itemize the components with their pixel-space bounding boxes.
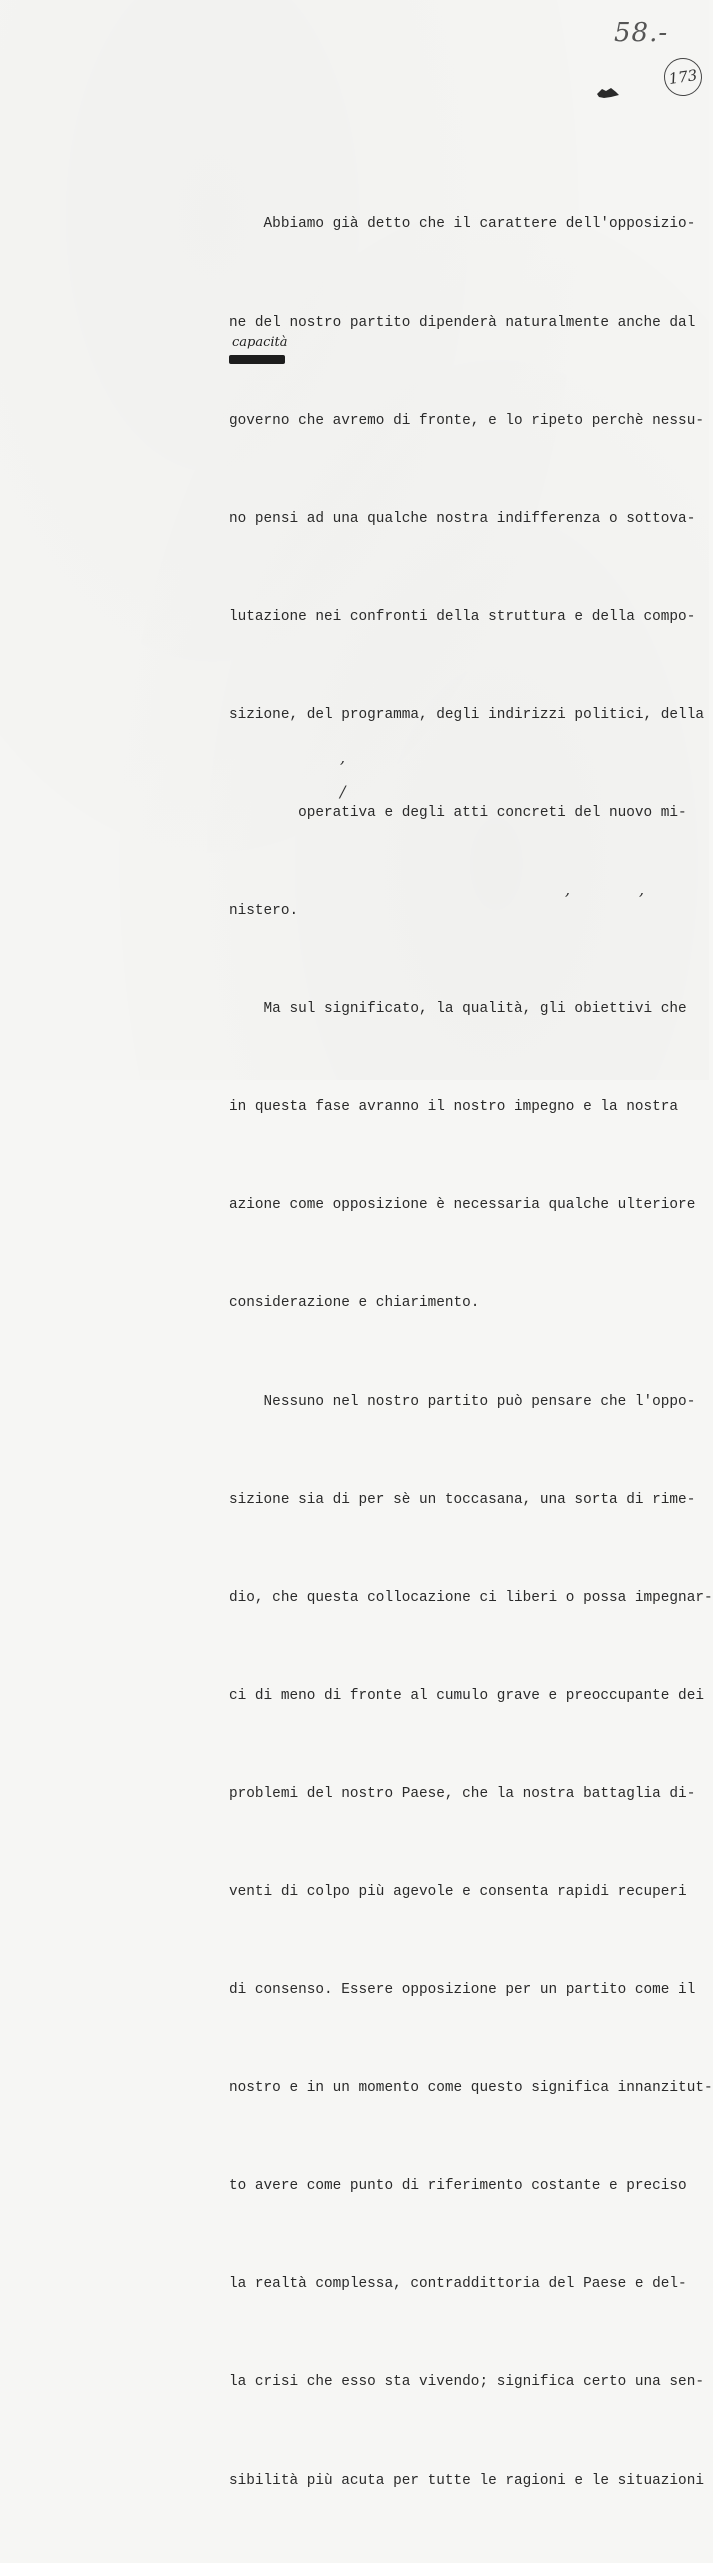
text-line: nistero.: [229, 903, 299, 920]
text-line: ci di meno di fronte al cumulo grave e preoccupante dei: [229, 1687, 704, 1704]
text-line: la crisi che esso sta vivendo; significa certo una sen-: [229, 2374, 704, 2391]
text-line: problemi del nostro Paese, che la nostra battaglia di-: [229, 1785, 696, 1802]
text-line: in questa fase avranno il nostro impegno e la nostra: [229, 1099, 679, 1116]
text-line: Abbiamo già detto che il carattere dell'opposizio-: [229, 216, 696, 233]
text-line: la realtà complessa, contraddittoria del Paese e del-: [229, 2276, 687, 2293]
text-line: azione come opposizione è necessaria qualche ulteriore: [229, 1197, 696, 1214]
text-line: no pensi ad una qualche nostra indifferenza o sottova-: [229, 510, 696, 527]
text-line: dio, che questa collocazione ci liberi o possa impegnar-: [229, 1589, 713, 1606]
handwritten-correction-text: capacità: [232, 335, 288, 350]
text-line: nostro e in un momento come questo significa innanzitut-: [229, 2080, 713, 2097]
strikethrough-mark: [229, 355, 285, 364]
handwritten-comma-mark: /: [340, 782, 346, 801]
text-line: to avere come punto di riferimento costante e preciso: [229, 2178, 687, 2195]
text-line: ne del nostro partito dipenderà naturalmente anche dal: [229, 314, 696, 331]
handwritten-correction: [229, 335, 289, 372]
page-number: 58.-: [614, 18, 669, 48]
text-line: operativa e degli atti concreti del nuovo mi-: [229, 804, 687, 821]
text-line: lutazione nei confronti della struttura e della compo-: [229, 608, 696, 625]
archive-number-stamp: [662, 56, 705, 99]
handwritten-comma-mark: ,: [639, 880, 645, 899]
text-line: sizione, del programma, degli indirizzi politici, della: [229, 706, 704, 723]
text-line: Ma sul significato, la qualità, gli obiettivi che: [229, 1001, 687, 1018]
archive-number-text: 173: [667, 66, 699, 88]
text-line: sizione sia di per sè un toccasana, una sorta di rime-: [229, 1491, 696, 1508]
handwritten-comma-mark: ,: [340, 748, 346, 767]
text-line: Nessuno nel nostro partito può pensare che l'oppo-: [229, 1393, 696, 1410]
typewritten-body: [229, 143, 713, 2563]
text-line: venti di colpo più agevole e consenta rapidi recuperi: [229, 1884, 687, 1900]
text-line: governo che avremo di fronte, e lo ripeto perchè nessu-: [229, 412, 704, 429]
text-line: considerazione e chiarimento.: [229, 1295, 480, 1312]
handwritten-comma-mark: ,: [565, 880, 571, 899]
text-line: di consenso. Essere opposizione per un partito come il: [229, 1982, 696, 1999]
ink-blot-mark: [596, 86, 620, 100]
text-line: sibilità più acuta per tutte le ragioni e le situazioni: [229, 2472, 704, 2489]
